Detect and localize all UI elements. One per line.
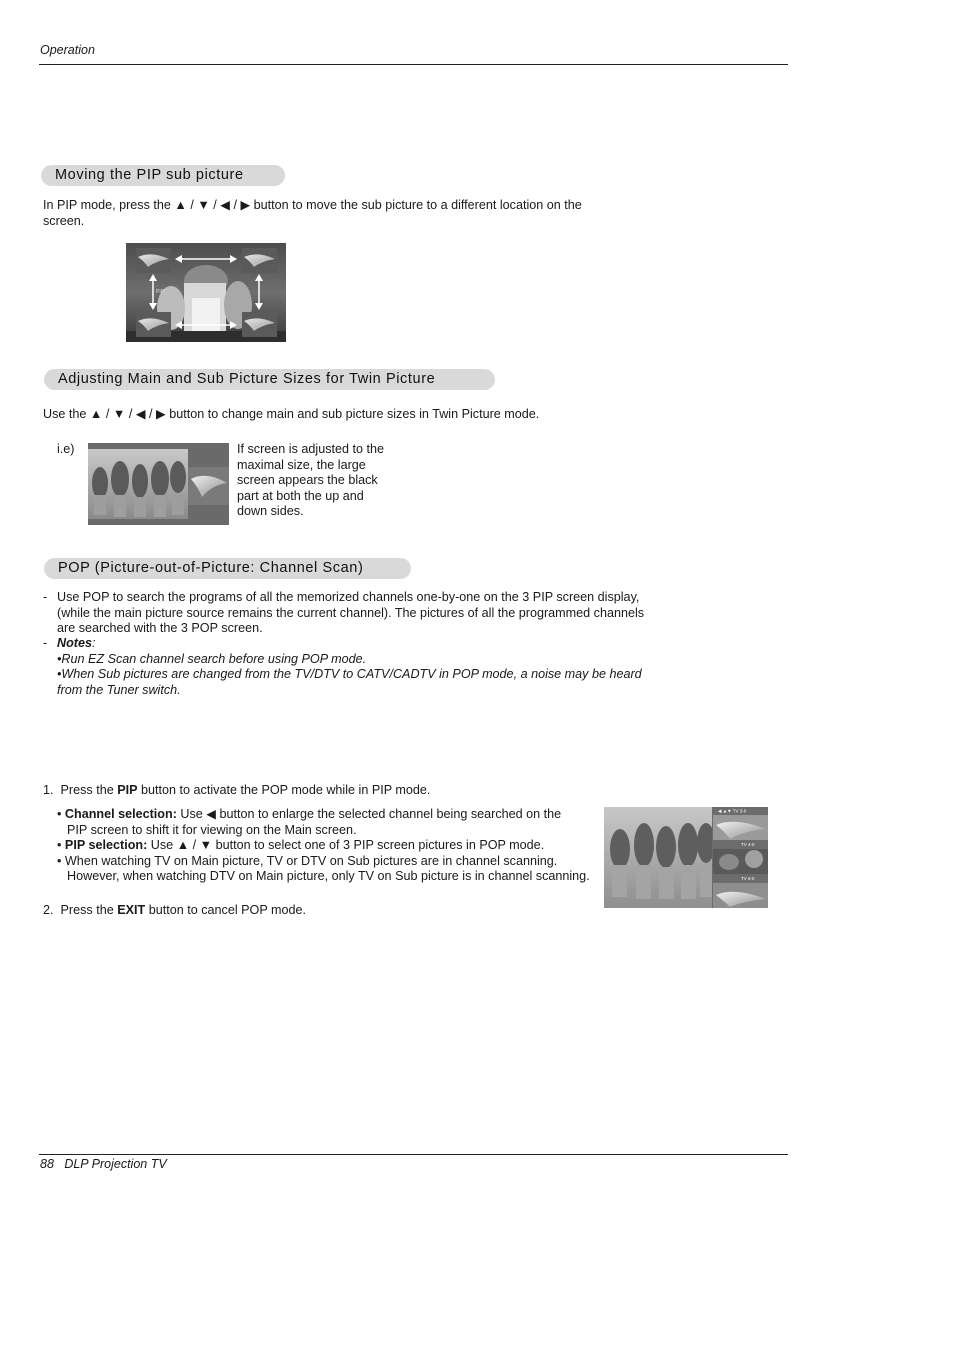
- page-number: 88: [40, 1157, 54, 1171]
- twin-ie-label: i.e): [57, 442, 75, 456]
- section-title-pip-move: Moving the PIP sub picture: [41, 165, 285, 186]
- pop-notes: Notes: •Run EZ Scan channel search before using POP mode. •When Sub pictures are changed from the TV/DTV to CATV/CADTV in POP mode, a noise may be heard from the Tuner switch.: [57, 636, 642, 697]
- twin-text: Use the ▲ / ▼ / ◀ / ▶ button to change main and sub picture sizes in Twin Picture mode.: [43, 407, 540, 421]
- pip-corner-bl: [136, 312, 171, 337]
- pip-inset-label: PIP: [156, 289, 165, 295]
- pop-label-3: TV 6-0: [741, 876, 755, 881]
- pop-step-2: 2. Press the EXIT button to cancel POP mode.: [43, 903, 307, 917]
- arrow-buttons-icon: ▲ / ▼ / ◀ / ▶: [89, 407, 166, 421]
- pip-key: PIP: [117, 783, 138, 797]
- product-name: DLP Projection TV: [64, 1157, 167, 1171]
- pip-move-text: In PIP mode, press the ▲ / ▼ / ◀ / ▶ button to move the sub picture to a different location on the screen.: [43, 198, 582, 228]
- twin-note: If screen is adjusted to the maximal size, the large screen appears the black part at both the up and down sides.: [237, 442, 385, 519]
- pop-illustration: [604, 807, 768, 908]
- pop-notes-dash: -: [43, 636, 48, 650]
- twin-illustration: [88, 443, 229, 525]
- arrow-buttons-icon: ▲ / ▼ / ◀ / ▶: [174, 198, 251, 212]
- pop-window-2: [713, 849, 768, 874]
- bullet-pip-selection: • PIP selection: Use ▲ / ▼ button to select one of 3 PIP screen pictures in POP mode.: [57, 838, 545, 853]
- header-section: Operation: [40, 43, 95, 57]
- notes-label: Notes: [57, 636, 92, 650]
- up-down-arrow-icon: ▲ / ▼: [176, 838, 213, 853]
- pop-window-3: [713, 883, 768, 908]
- bullet-watching: • When watching TV on Main picture, TV or DTV on Sub pictures are in channel scanning.: [57, 853, 558, 868]
- section-title-pop: POP (Picture-out-of-Picture: Channel Scan): [44, 558, 411, 579]
- left-arrow-icon: ◀: [206, 807, 216, 821]
- pop-intro-dash: -: [43, 590, 48, 604]
- pip-corner-tr: [242, 248, 277, 273]
- pip-corner-br: [242, 312, 277, 337]
- header-rule: [39, 64, 788, 65]
- pip-corner-tl: [136, 248, 171, 273]
- section-title-twin: Adjusting Main and Sub Picture Sizes for Twin Picture: [44, 369, 495, 390]
- pop-intro: Use POP to search the programs of all the memorized channels one-by-one on the 3 PIP screen display, (while the main picture source remains the current channel). The pictures of all the programmed channels are searched with the 3 POP screen.: [57, 590, 645, 636]
- exit-key: EXIT: [117, 903, 146, 917]
- pop-label-2: TV 4-0: [741, 842, 755, 847]
- pop-label-1: ◀ ▲▼ TV 3-0: [718, 808, 747, 814]
- pip-move-illustration: [126, 243, 286, 342]
- pop-bullets: • Channel selection: Use ◀ button to enlarge the selected channel being searched on the PIP screen to shift it for viewing on the Main screen. • PIP selection: Use ▲ / ▼ button to select one of 3 PIP screen pictures in POP mode. • When watching TV on Main picture, TV or DTV on Sub pictures are in channel scanning. However, when watching DTV on Main picture, only TV on Sub picture is in channel scanning.: [57, 807, 602, 885]
- pop-step-1: 1. Press the PIP button to activate the POP mode while in PIP mode.: [43, 783, 431, 797]
- pop-window-1: [713, 815, 768, 840]
- footer-rule: [39, 1154, 788, 1155]
- bullet-channel-selection: • Channel selection: Use ◀ button to enlarge the selected channel being searched on the: [57, 807, 562, 821]
- footer: [40, 1157, 167, 1173]
